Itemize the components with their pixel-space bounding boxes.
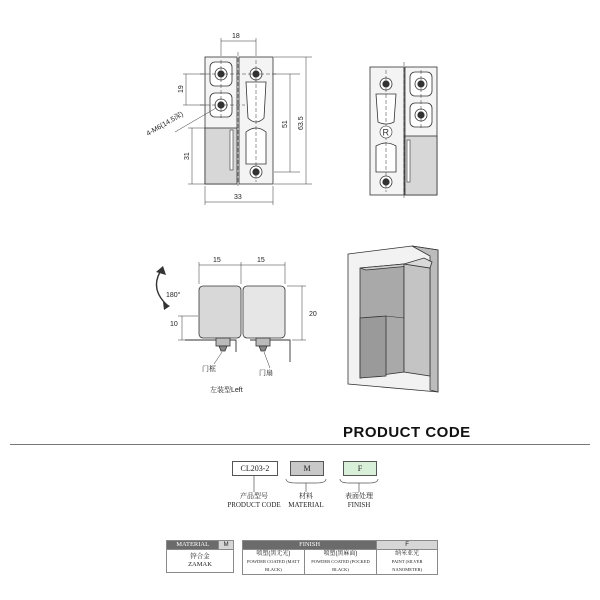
material-label-cn: 材料 [299, 493, 313, 500]
dim-leaf-right: 15 [257, 257, 265, 264]
dim-rotation: 180° [166, 292, 181, 299]
finish-option-2-cn: 喷塑(黑麻面) [323, 551, 358, 557]
code-label-cn: 产品型号 [240, 493, 268, 500]
label-left-type: 左装型Left [210, 387, 243, 394]
finish-option-3-en: PAINT (SILVER NANOMETER) [391, 559, 423, 572]
dim-offset: 10 [170, 321, 178, 328]
code-label [222, 492, 286, 510]
finish-option-1-en: POWDER COATED (MATT BLACK) [246, 559, 300, 572]
finish-label [334, 492, 384, 510]
dim-leaf-left: 15 [213, 257, 221, 264]
label-door-frame: 门框 [202, 366, 216, 373]
finish-label-en: FINISH [347, 501, 371, 509]
finish-option-1-cn: 喷塑(黑无光) [256, 551, 291, 557]
material-label [281, 492, 331, 510]
finish-label-cn: 表面处理 [345, 493, 373, 500]
material-code: M [219, 541, 234, 550]
finish-box: F [343, 461, 377, 476]
material-value-en: ZAMAK [188, 561, 212, 568]
finish-table [242, 540, 438, 575]
material-label-en: MATERIAL [288, 501, 324, 509]
material-value [167, 550, 234, 573]
code-label-en: PRODUCT CODE [227, 501, 281, 509]
finish-header: FINISH [243, 541, 377, 550]
finish-code-text: F [405, 542, 409, 548]
finish-option-2 [304, 550, 377, 575]
dim-inner-height: 51 [282, 120, 289, 128]
material-header: MATERIAL [167, 541, 219, 550]
dim-top-width: 18 [232, 33, 240, 40]
material-value-cn: 锌合金 [190, 553, 210, 560]
dim-left-lower: 31 [184, 152, 191, 160]
finish-option-3 [377, 550, 438, 575]
dim-total-height: 63.5 [298, 116, 305, 130]
dim-side-height: 20 [309, 311, 317, 318]
finish-option-2-en: POWDER COATED (POCKED BLACK) [311, 559, 370, 572]
dim-left-upper: 19 [178, 85, 185, 93]
dim-bottom-width: 33 [234, 194, 242, 201]
product-code-title: PRODUCT CODE [343, 424, 471, 441]
finish-option-3-cn: 纳米亚光 [395, 551, 420, 557]
material-table [166, 540, 234, 573]
hole-note: 4-M6(14.5深) [145, 111, 185, 138]
code-box: CL203-2 [232, 461, 278, 476]
label-door-leaf: 门扇 [259, 370, 273, 377]
finish-option-1 [243, 550, 305, 575]
finish-code [377, 541, 438, 550]
material-box: M [290, 461, 324, 476]
logo-mark: R [382, 127, 389, 138]
